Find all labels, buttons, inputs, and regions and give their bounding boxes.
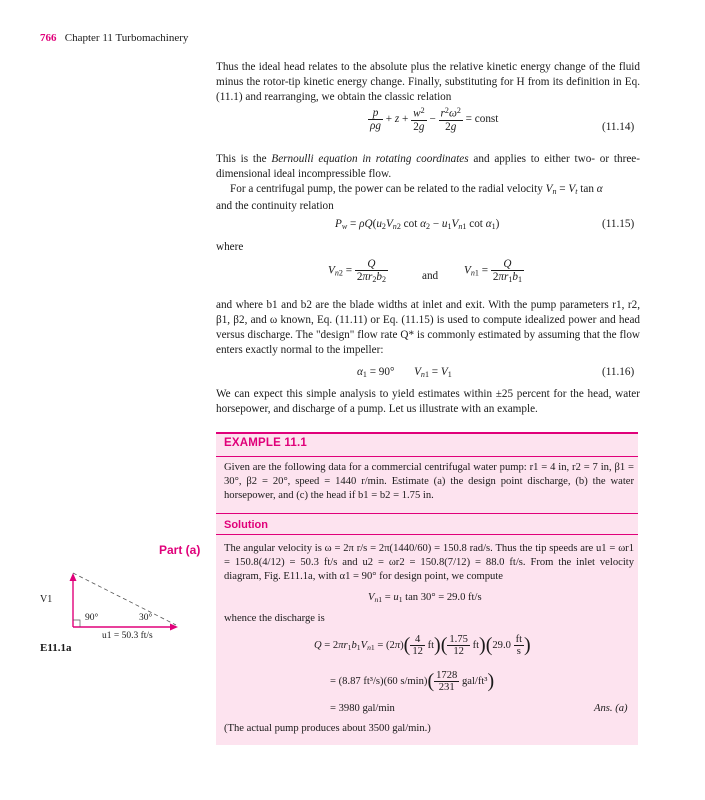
running-header xyxy=(40,32,188,44)
u1-arrowhead xyxy=(170,624,178,631)
pump-power-paragraph: For a centrifugal pump, the power can be related to the radial velocity $V_n = V_t$ tan α and the continuity relation xyxy=(216,183,603,213)
q-result: = 3980 gal/min xyxy=(330,703,395,714)
equation-11-16: $\alpha_1 = 90^\circ$ $V_{n1} = V_1$ xyxy=(357,366,452,380)
eq-11-14-number: (11.14) xyxy=(602,121,635,133)
chapter-title: Chapter 11 Turbomachinery xyxy=(64,32,189,44)
q-line2-unit: gal/ft³ xyxy=(461,675,488,687)
q-equation-line1: $Q = 2\pi r_1b_1V_{n1} = (2\pi)$( $\frac{4}{12}$ ft)( $\frac{1.75}{12}$ ft)(29.0 $\frac{ft}{s}$ ) xyxy=(314,634,531,657)
equation-11-14: $\frac{p}{\rho g}$ + z + $\frac{w^2}{2g}$ − $\frac{r^2\omega^2}{2g}$ = const xyxy=(370,106,499,133)
figure-label: E11.1a xyxy=(40,642,72,654)
q-line2-text: = (8.87 ft³/s)(60 s/min) xyxy=(330,675,428,687)
equation-11-15: $P_w = \rho Q(u_2V_{n2}$ $\cot \alpha_2 - u_1V_{n1}$ $\cot \alpha_1$) xyxy=(335,218,500,232)
vn1-result-equation: $V_{n1} = u_1$ tan 30° = 29.0 ft/s xyxy=(368,592,482,604)
example-title: EXAMPLE 11.1 xyxy=(224,437,307,449)
and-word: and xyxy=(422,270,439,282)
right-angle-marker xyxy=(73,620,80,627)
angle-30-label: 30° xyxy=(139,613,153,623)
blade-paragraph: and where b1 and b2 are the blade widths at inlet and exit. With the pump parameters r1, r2, β1, β2, and ω known, Eq. (11.11) or Eq. (11.15) is used to compute idealized power and head versus discharge. The "design" flow rate Q* is commonly estimated by assuming that the flow enters exactly normal to the impeller: xyxy=(216,299,640,356)
estimate-paragraph: We can expect this simple analysis to yield estimates within ±25 percent for the head, water horsepower, and discharge of a pump. Let us illustrate with an example. xyxy=(216,388,640,415)
angle-90-label: 90° xyxy=(85,613,99,623)
v1-label: V1 xyxy=(40,594,53,605)
intro-paragraph: Thus the ideal head relates to the absolute plus the relative kinetic energy change of the fluid minus the rotor-tip kinetic energy change. Finally, substituting for H from its definition in Eq. (11.1) and rearranging, we obtain the classic relation xyxy=(216,61,640,103)
answer-tag: Ans. (a) xyxy=(594,703,628,714)
example-statement: Given are the following data for a commercial centrifugal water pump: r1 = 4 in, r2 = 7 in, β1 = 30°, β2 = 20°, speed = 1440 r/min. Estimate (a) the design point discharge, (b) the water horsepower, and (c) the head if b1 = b2 = 1.75 in. xyxy=(224,462,634,501)
solution-title-divider xyxy=(216,534,638,535)
vn2-definition: $V_{n2}$ = $\frac{Q}{2\pi r_2b_2}$ xyxy=(328,258,387,285)
example-title-divider xyxy=(216,456,638,457)
q-equation-line2: = (8.87 ft³/s)(60 s/min)( $\frac{1728}{231}$ gal/ft³) xyxy=(330,670,495,693)
part-a-label: Part (a) xyxy=(159,543,201,557)
actual-pump-note: (The actual pump produces about 3500 gal/min.) xyxy=(224,723,431,734)
vn1-definition: $V_{n1}$ = $\frac{Q}{2\pi r_1b_1}$ xyxy=(464,258,523,285)
vn1-result: = 29.0 ft/s xyxy=(438,592,482,603)
solution-text: The angular velocity is ω = 2π r/s = 2π(1440/60) = 150.8 rad/s. Thus the tip speeds are u1 = ωr1 = 150.8(4/12) = 50.3 ft/s and u2 = ωr2 = 150.8(7/12) = 88.0 ft/s. From the inlet velocity diagram, Fig. E11.1a, with α1 = 90° for design point, we compute xyxy=(224,543,634,582)
eq-11-15-number: (11.15) xyxy=(602,218,635,230)
eq-11-16-number: (11.16) xyxy=(602,366,635,378)
solution-title: Solution xyxy=(224,519,268,531)
bernoulli-paragraph: This is the Bernoulli equation in rotating coordinates and applies to either two- or three-dimensional ideal incompressible flow. xyxy=(216,153,640,180)
page-number: 766 xyxy=(40,32,57,44)
solution-divider xyxy=(216,513,638,514)
u1-label: u1 = 50.3 ft/s xyxy=(102,631,153,641)
whence-text: whence the discharge is xyxy=(224,613,325,624)
bernoulli-term: Bernoulli equation in rotating coordinates xyxy=(271,153,469,165)
where-word: where xyxy=(216,241,244,253)
eq-11-14-rhs: = const xyxy=(465,112,499,125)
